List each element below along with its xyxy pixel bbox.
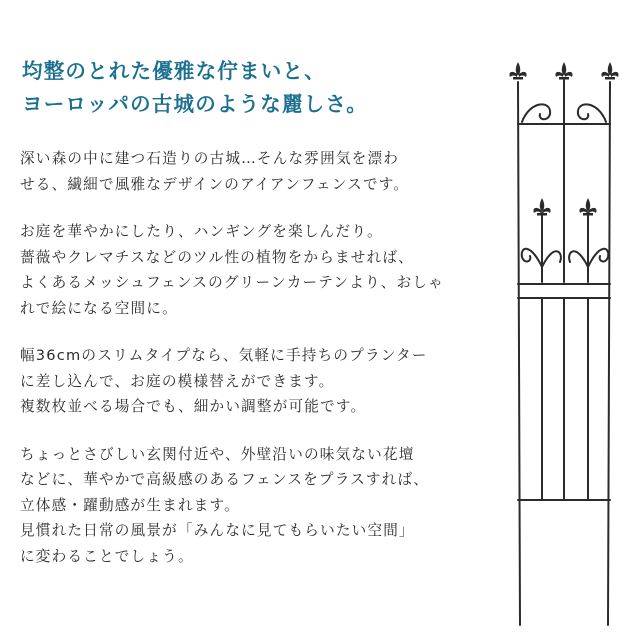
text-line: に差し込んで、お庭の模様替えができます。: [20, 372, 335, 390]
paragraph-size: [20, 343, 490, 420]
text-line: れで絵になる空間に。: [20, 299, 178, 317]
description-text: [20, 146, 490, 591]
text-line: お庭を華やかにしたり、ハンギングを楽しんだり。: [20, 223, 383, 240]
paragraph-intro: [20, 146, 490, 197]
text-line: 立体感・躍動感が生まれます。: [20, 496, 240, 514]
headline: [22, 55, 462, 121]
text-line: 複数枚並べる場合でも、細かい調整が可能です。: [20, 398, 367, 415]
headline-line-1: 均整のとれた優雅な佇まいと、: [22, 59, 326, 83]
paragraph-garden: [20, 219, 490, 321]
text-line: 深い森の中に建つ石造りの古城…そんな雰囲気を漂わ: [20, 150, 400, 167]
headline-line-2: ヨーロッパの古城のような麗しさ。: [22, 92, 368, 116]
text-line: に変わることでしょう。: [20, 547, 194, 565]
text-line: よくあるメッシュフェンスのグリーンカーテンより、おしゃ: [20, 274, 444, 291]
text-line: などに、華やかで高級感のあるフェンスをプラスすれば、: [20, 471, 430, 488]
iron-fence-icon: [490, 62, 640, 632]
text-line: ちょっとさびしい玄関付近や、外壁沿いの味気ない花壇: [20, 445, 415, 463]
text-line: せる、繊細で風雅なデザインのアイアンフェンスです。: [20, 175, 410, 193]
text-line: 薔薇やクレマチスなどのツル性の植物をからませれば、: [20, 248, 414, 266]
paragraph-usage: [20, 442, 490, 570]
text-line: 幅36cmのスリムタイプなら、気軽に手持ちのプランター: [20, 347, 428, 364]
text-line: 見慣れた日常の風景が「みんなに見てもらいたい空間」: [20, 522, 415, 539]
